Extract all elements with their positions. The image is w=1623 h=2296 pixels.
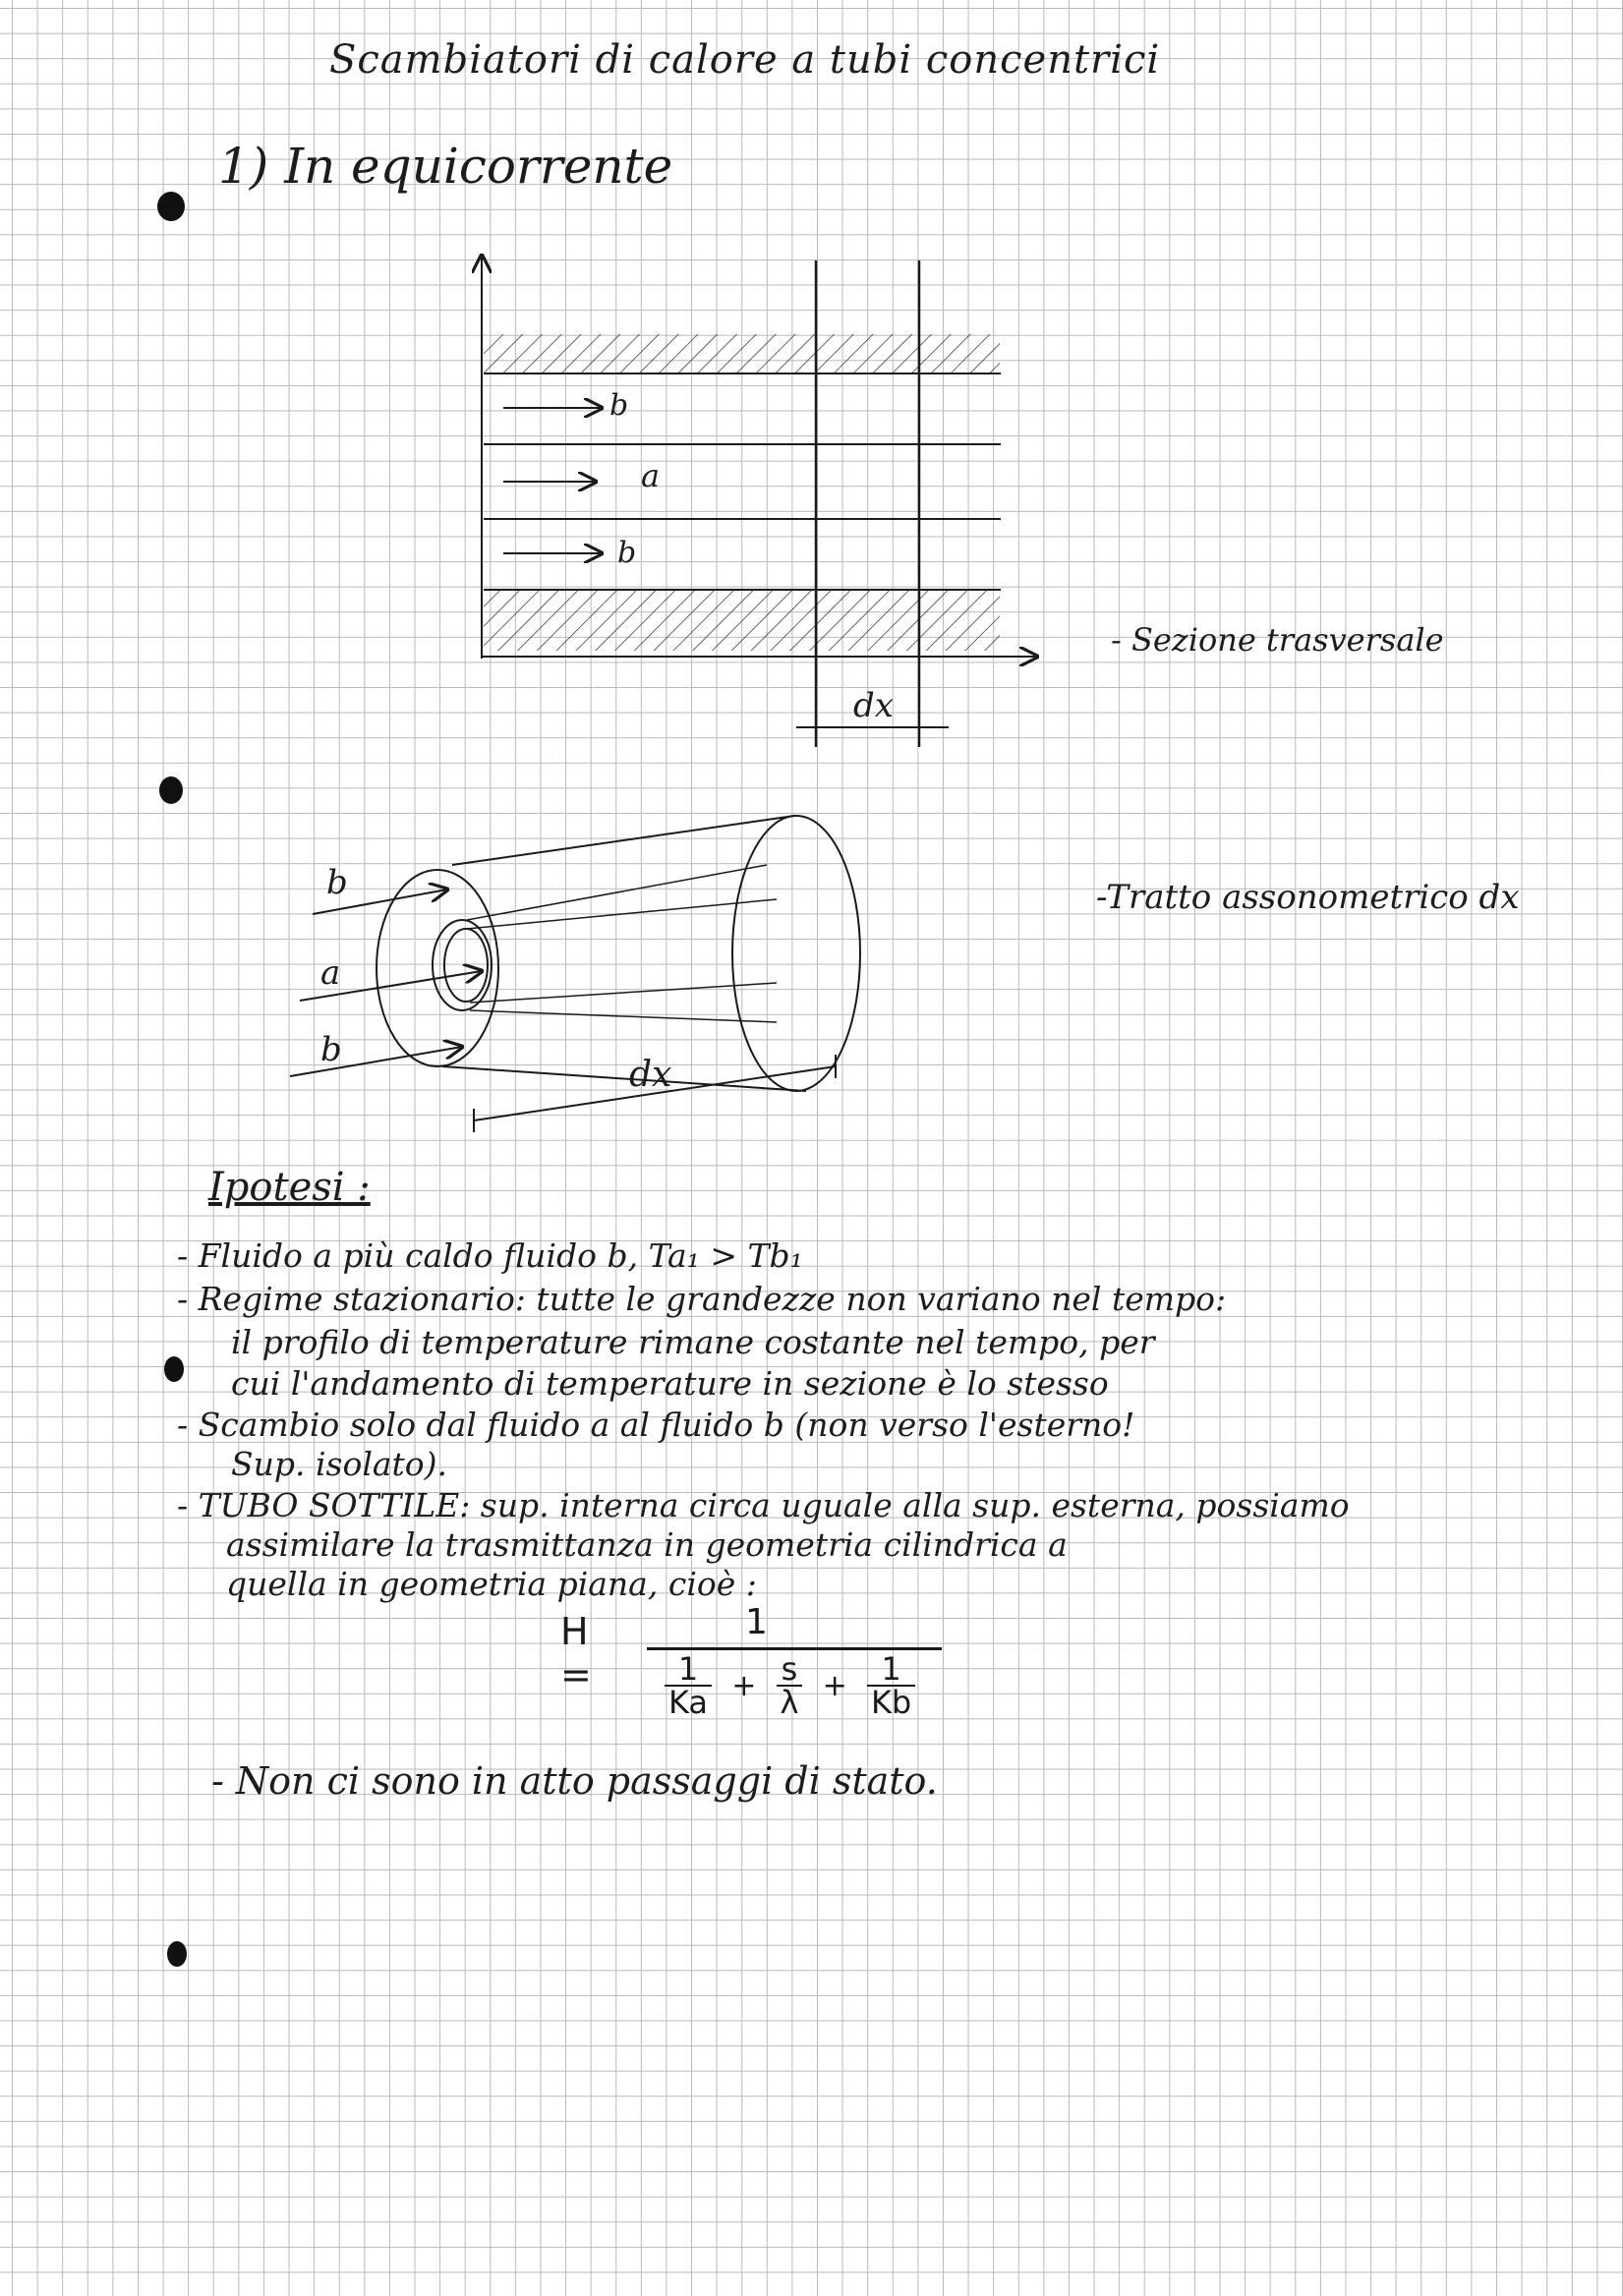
flow-label-b-top: b bbox=[609, 388, 629, 423]
formula-denominator: $\frac{1}{Ka}$ + $\frac{s}{\lambda}$ + $\frac{1}{Kb}$ bbox=[661, 1653, 919, 1718]
hypothesis-line-8: assimilare la trasmittanza in geometria cilindrica a bbox=[226, 1525, 1068, 1564]
hypothesis-line-3: il profilo di temperature rimane costante nel tempo, per bbox=[231, 1323, 1155, 1361]
hypothesis-line-7: - TUBO SOTTILE: sup. interna circa uguale alla sup. esterna, possiamo bbox=[177, 1486, 1350, 1524]
hypothesis-line-2: - Regime stazionario: tutte le grandezze non variano nel tempo: bbox=[177, 1280, 1227, 1318]
formula-lhs: H = bbox=[560, 1610, 592, 1696]
hypothesis-line-6: Sup. isolato). bbox=[231, 1445, 448, 1483]
page-title: Scambiatori di calore a tubi concentrici bbox=[329, 37, 1161, 83]
axo-flow-label-a: a bbox=[320, 953, 341, 993]
hypothesis-line-4: cui l'andamento di temperature in sezione è lo stesso bbox=[231, 1364, 1109, 1403]
flow-label-b-bottom: b bbox=[617, 536, 637, 570]
hypothesis-last-line: - Non ci sono in atto passaggi di stato. bbox=[211, 1759, 938, 1803]
formula-numerator: 1 bbox=[745, 1602, 768, 1642]
axonometric-drawing bbox=[290, 816, 860, 1132]
axo-flow-label-b-bottom: b bbox=[320, 1030, 342, 1069]
flow-label-a: a bbox=[641, 457, 661, 494]
hypothesis-line-5: - Scambio solo dal fluido a al fluido b (non verso l'esterno! bbox=[177, 1406, 1135, 1444]
top-wall-hatch bbox=[484, 334, 1000, 373]
hypothesis-line-9: quella in geometria piana, cioè : bbox=[226, 1565, 757, 1603]
axo-dx-label: dx bbox=[629, 1055, 672, 1095]
section-heading: 1) In equicorrente bbox=[218, 138, 673, 195]
bottom-wall-hatch bbox=[484, 590, 1000, 651]
dx-label-section: dx bbox=[853, 686, 894, 725]
cross-section-caption: - Sezione trasversale bbox=[1111, 621, 1444, 659]
term-3: $\frac{1}{Kb}$ bbox=[867, 1653, 915, 1718]
axo-flow-label-b-top: b bbox=[326, 863, 348, 902]
hypotheses-heading: Ipotesi : bbox=[208, 1165, 371, 1210]
hypothesis-line-1: - Fluido a più caldo fluido b, Ta₁ > Tb₁ bbox=[177, 1236, 803, 1275]
term-2: $\frac{s}{\lambda}$ bbox=[777, 1653, 803, 1718]
axonometric-caption: -Tratto assonometrico dx bbox=[1096, 878, 1520, 917]
term-1: $\frac{1}{Ka}$ bbox=[665, 1653, 712, 1718]
